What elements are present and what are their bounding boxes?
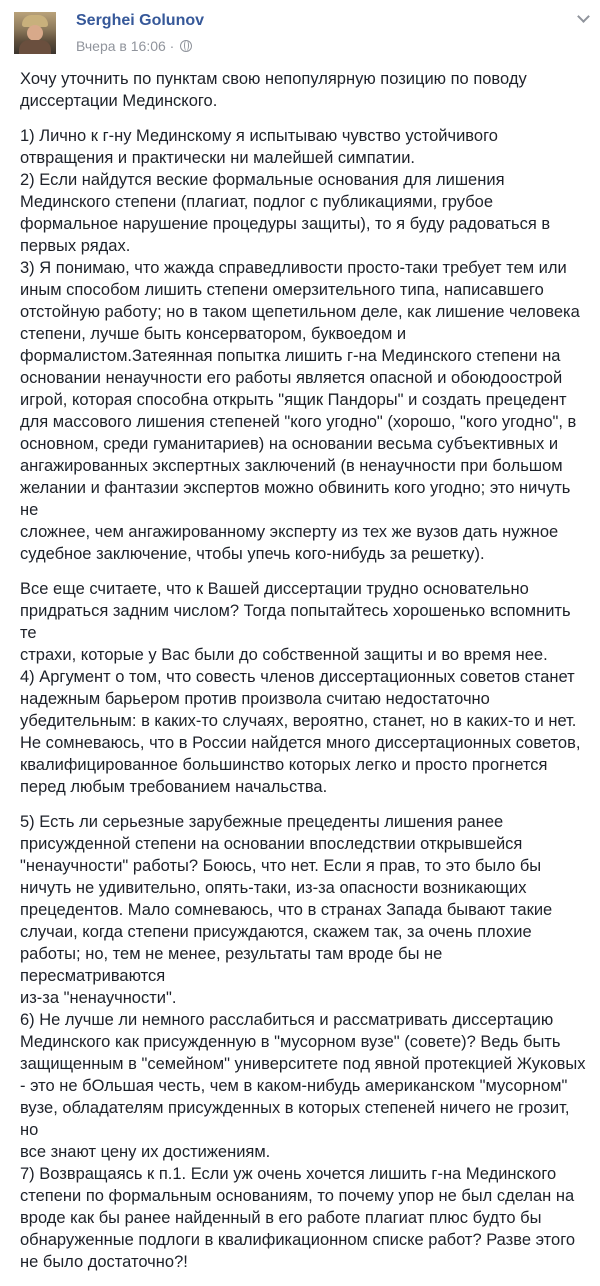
avatar-body (19, 40, 51, 54)
post-meta (76, 38, 192, 54)
post-paragraph: 1) Лично к г-ну Мединскому я испытываю чувство устойчивого отвращения и практически ни малейшей симпатии. 2) Если найдутся веские формальные основания для лишения Мединского степени (плагиат, подлог с публикациями, грубое формальное нарушение процедуры защиты), то я буду радоваться в первых рядах. 3) Я понимаю, что жажда справедливости просто-таки требует тем или иным способом лишить степени омерзительного типа, написавшего отстойную работу; но в таком щепетильном деле, как лишение человека степени, лучше быть консерватором, буквоедом и формалистом.Затеянная попытка лишить г-на Мединского степени на основании ненаучности его работы является опасной и обоюдоострой игрой, которая способна открыть "ящик Пандоры" и создать прецедент для массового лишения степеней "кого угодно" (хорошо, "кого угодно", в основном, среди гуманитариев) на основании весьма субъективных и ангажированных экспертных заключений (в ненаучности при большом желании и фантазии экспертов можно обвинить кого угодно; это ничуть не сложнее, чем ангажированному эксперту из тех же вузов дать нужное судебное заключение, чтобы упечь кого-нибудь за решетку). (20, 127, 580, 563)
avatar-face (27, 25, 43, 41)
post-body (20, 68, 588, 1286)
globe-icon (180, 40, 192, 52)
post-header (0, 0, 600, 64)
author-avatar[interactable] (14, 12, 56, 54)
chevron-down-icon[interactable] (578, 12, 590, 24)
post-paragraph: Хочу уточнить по пунктам свою непопулярную позицию по поводу диссертации Мединского. (20, 70, 527, 110)
author-name[interactable]: Serghei Golunov (76, 12, 205, 29)
post-timestamp[interactable]: Вчера в 16:06 · (76, 38, 175, 54)
post-paragraph: 5) Есть ли серьезные зарубежные прецеденты лишения ранее присужденной степени на основании впоследствии открывшейся "ненаучности" работы? Боюсь, что нет. Если я прав, то это было бы ничуть не удивительно, опять-таки, из-за опасности возникающих прецедентов. Мало сомневаюсь, что в странах Запада бывают такие случаи, когда степени присуждаются, скажем так, за очень плохие работы; но, тем не менее, результаты там вроде бы не пересматриваются из-за "ненаучности". 6) Не лучше ли немного расслабиться и рассматривать диссертацию Мединского как присужденную в "мусорном вузе" (совете)? Ведь быть защищенным в "семейном" университете под явной протекцией Жуковых - это не бОльшая честь, чем в каком-нибудь американском "мусорном" вузе, обладателям присужденных в которых степеней ничего не грозит, но все знают цену их достижениям. 7) Возвращаясь к п.1. Если уж очень хочется лишить г-на Мединского степени по формальным основаниям, то почему упор не был сделан на вроде как бы ранее найденный в его работе плагиат плюс будто бы обнаруженные подлоги в квалификационном списке работ? Разве этого не было достаточно?! (20, 813, 586, 1271)
post-paragraph: Все еще считаете, что к Вашей диссертации трудно основательно придраться задним числом? Тогда попытайтесь хорошенько вспомнить те страхи, которые у Вас были до собственной защиты и во время нее. 4) Аргумент о том, что совесть членов диссертационных советов станет надежным барьером против произвола считаю недостаточно убедительным: в каких-то случаях, вероятно, станет, но в каких-то и нет. Не сомневаюсь, что в России найдется много диссертационных советов, квалифицированное большинство которых легко и просто прогнется перед любым требованием начальства. (20, 580, 581, 796)
